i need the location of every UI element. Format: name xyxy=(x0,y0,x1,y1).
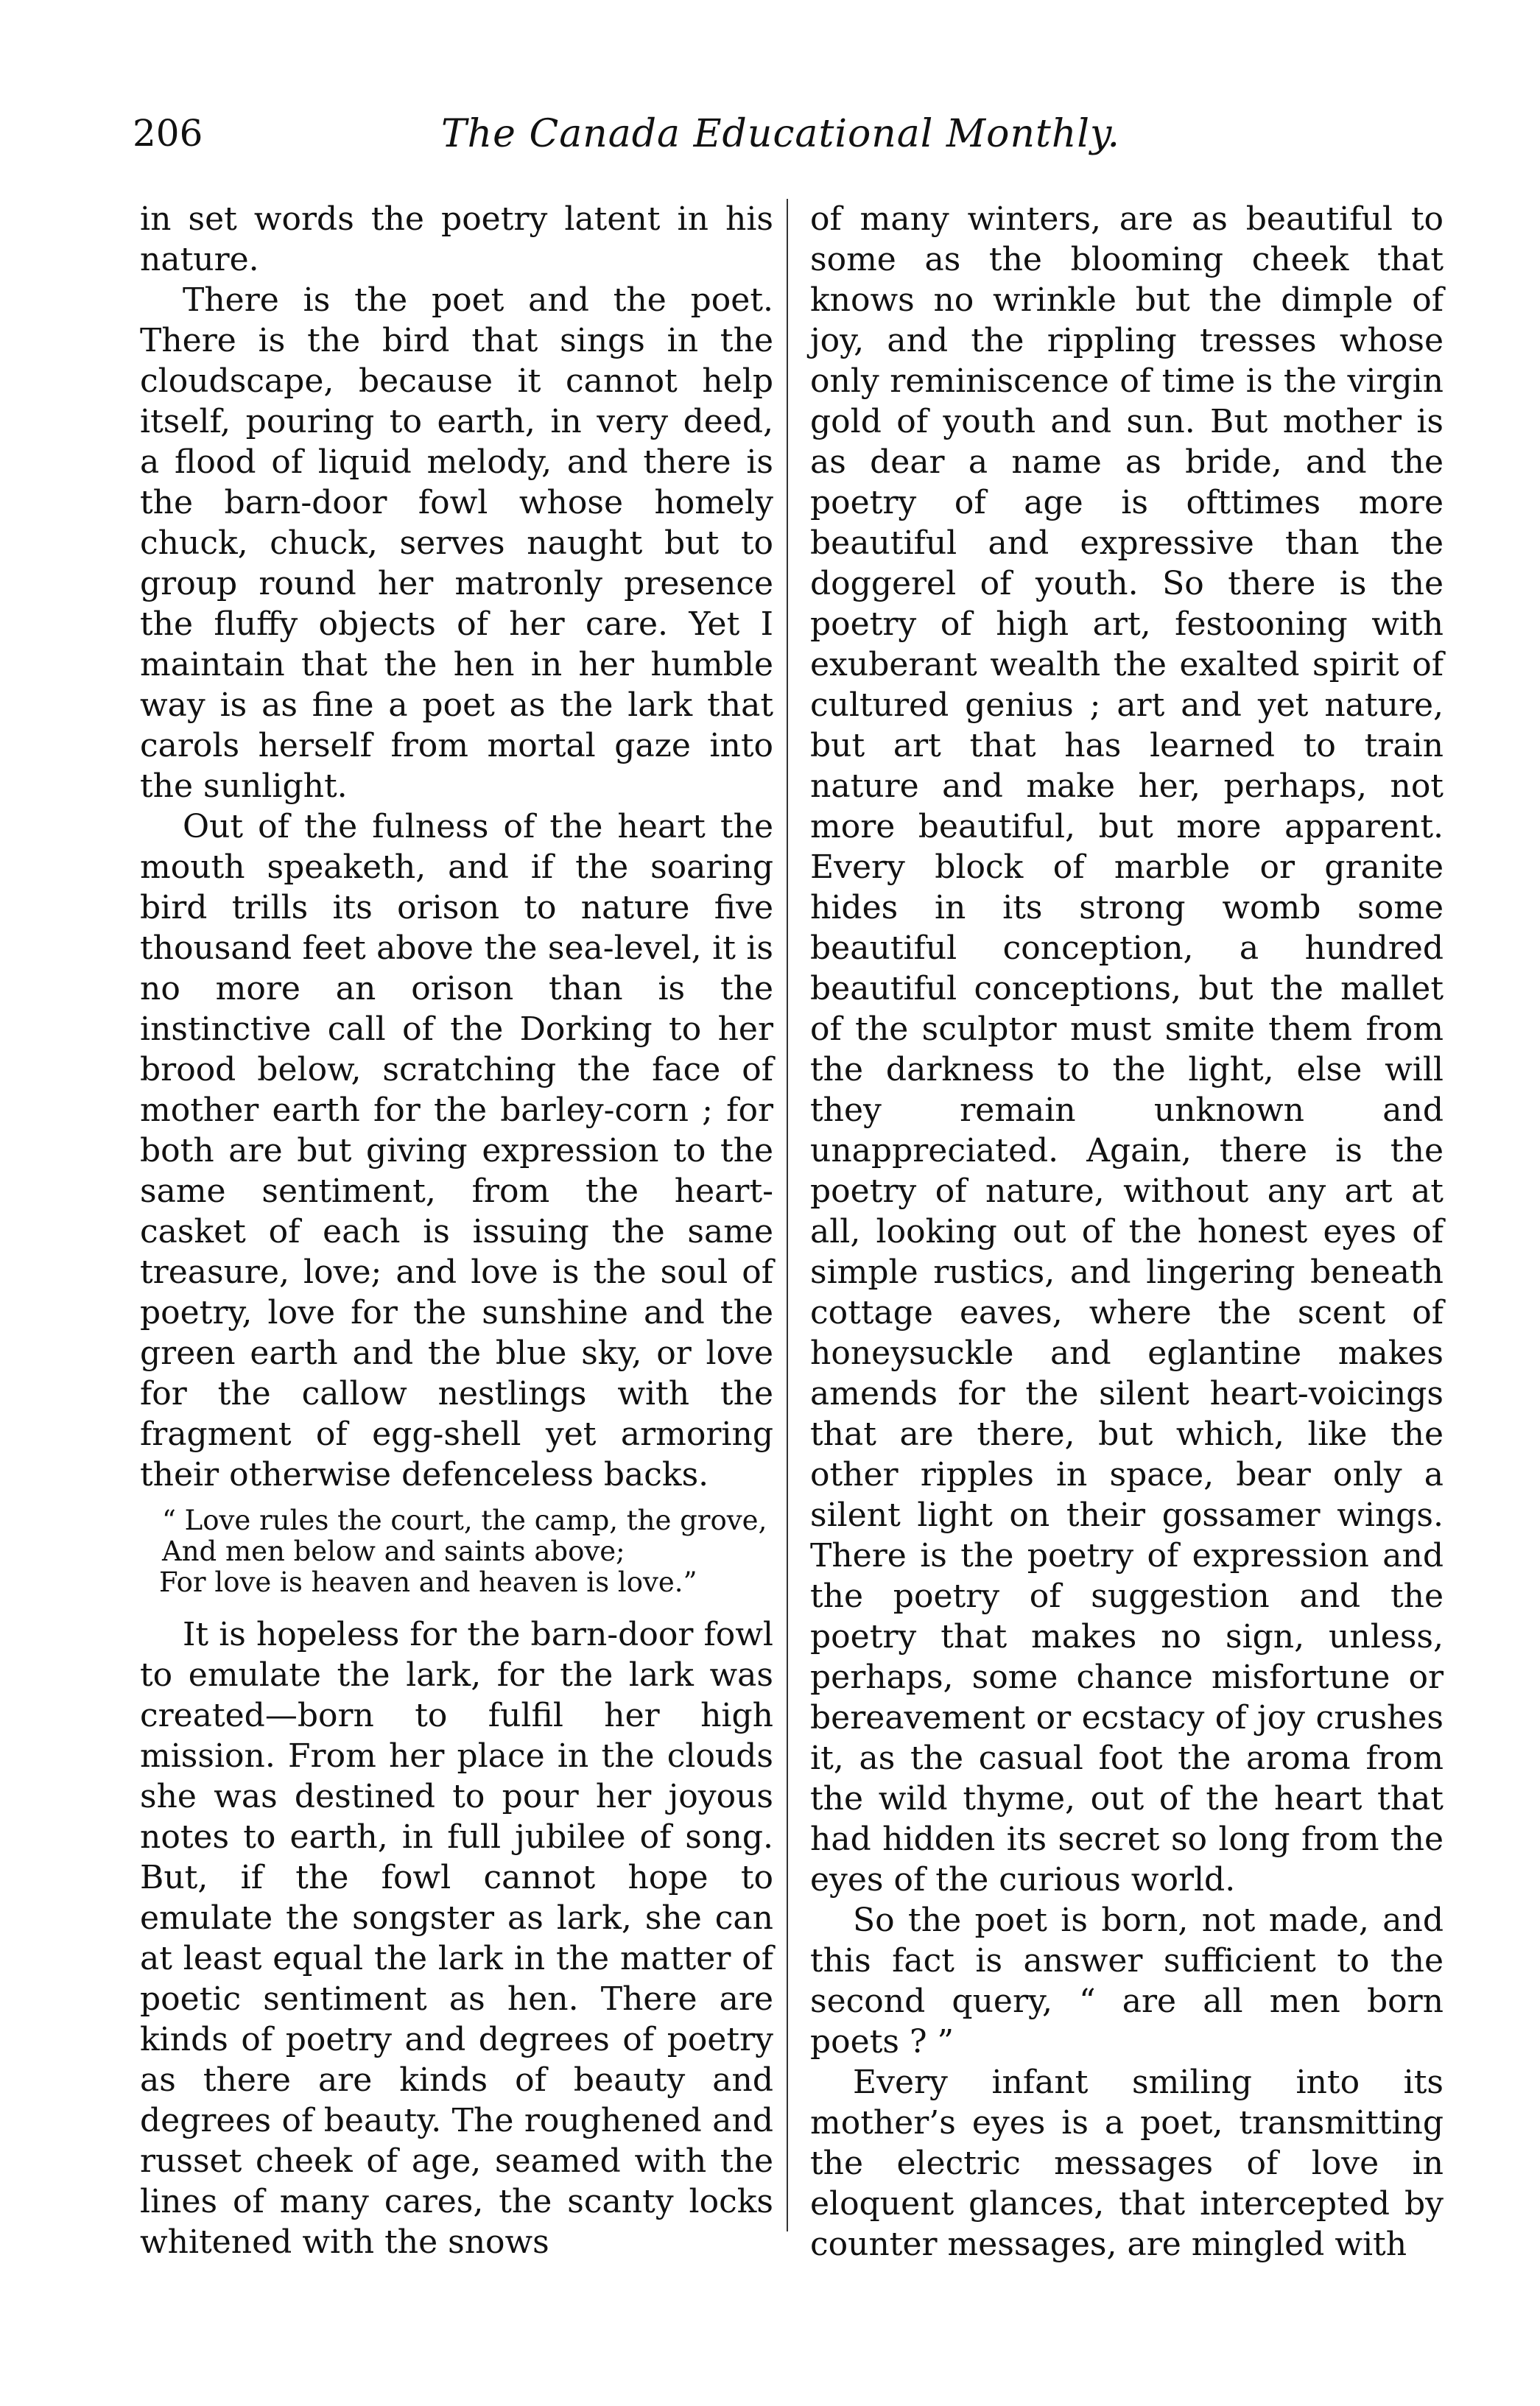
right-paragraph-1: of many winters, are as beautiful to some as the blooming cheek that knows no wrinkle but the dimple of joy, and the rippling tresses whose only reminiscence of time is the virgin gold of youth and sun. But mother is as dear a name as bride, and the poetry of age is ofttimes more beautiful and expressive than the doggerel of youth. So there is the poetry of high art, festooning with exuberant wealth the exalted spirit of cultured genius ; art and yet nature, but art that has learned to train nature and make her, perhaps, not more beautiful, but more apparent. Every block of marble or granite hides in its strong womb some beautiful conception, a hundred beautiful conceptions, but the mallet of the sculptor must smite them from the darkness to the light, else will they remain unknown and unappreciated. Again, there is the poetry of nature, without any art at all, looking out of the honest eyes of simple rustics, and lingering beneath cottage eaves, where the scent of honeysuckle and eglantine makes amends for the silent heart-voicings that are there, but which, like the other ripples in space, bear only a silent light on their gossamer wings. There is the poetry of expression and the poetry of suggestion and the poetry that makes no sign, unless, perhaps, some chance misfortune or bereavement or ecstacy of joy crushes it, as the casual foot the aroma from the wild thyme, out of the heart that had hidden its secret so long from the eyes of the curious world. xyxy=(810,200,1444,1899)
page-header xyxy=(133,112,1429,171)
verse-line-3: For love is heaven and heaven is love.” xyxy=(159,1566,697,1598)
verse-line-1: “ Love rules the court, the camp, the grove, xyxy=(162,1505,767,1536)
left-paragraph-3: Out of the fulness of the heart the mouth speaketh, and if the soaring bird trills its orison to nature five thousand feet above the sea-level, it is no more an orison than is the instinctive call of the Dorking to her brood below, scratching the face of mother earth for the barley-corn ; for both are but giving expression to the same sentiment, from the heart-casket of each is issuing the same treasure, love; and love is the soul of poetry, love for the sunshine and the green earth and the blue sky, or love for the callow nestlings with the fragment of egg-shell yet armoring their otherwise defenceless backs. xyxy=(140,808,773,1494)
verse-quote xyxy=(159,1505,773,1598)
running-title: The Canada Educational Monthly. xyxy=(441,112,1120,156)
right-column xyxy=(810,199,1444,2265)
right-paragraph-2: So the poet is born, not made, and this fact is answer sufficient to the second query, “ are all men born poets ? ” xyxy=(810,1902,1444,2061)
verse-line-2: And men below and saints above; xyxy=(162,1536,625,1567)
column-divider xyxy=(787,199,788,2231)
left-paragraph-4: It is hopeless for the barn-door fowl to emulate the lark, for the lark was created—born to fulfil her high mission. From her place in the clouds she was destined to pour her joyous notes to earth, in full jubilee of song. But, if the fowl cannot hope to emulate the songster as lark, she can at least equal the lark in the matter of poetic sentiment as hen. There are kinds of poetry and degrees of poetry as there are kinds of beauty and degrees of beauty. The roughened and russet cheek of age, seamed with the lines of many cares, the scanty locks whitened with the snows xyxy=(140,1616,773,2261)
page-number: 206 xyxy=(133,112,203,155)
right-paragraph-3: Every infant smiling into its mother’s eyes is a poet, transmitting the electric messages of love in eloquent glances, that intercepted by counter messages, are mingled with xyxy=(810,2064,1444,2263)
left-paragraph-2: There is the poet and the poet. There is the bird that sings in the cloudscape, because it cannot help itself, pouring to earth, in very deed, a flood of liquid melody, and there is the barn-door fowl whose homely chuck, chuck, serves naught but to group round her matronly presence the fluffy objects of her care. Yet I maintain that the hen in her humble way is as fine a poet as the lark that carols herself from mortal gaze into the sunlight. xyxy=(140,281,773,805)
left-column xyxy=(140,199,773,2262)
left-paragraph-1: in set words the poetry latent in his nature. xyxy=(140,200,773,278)
